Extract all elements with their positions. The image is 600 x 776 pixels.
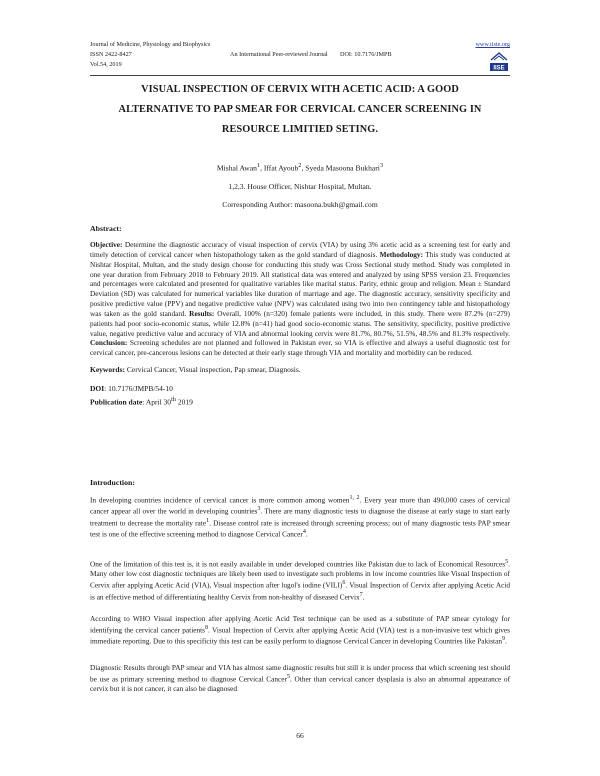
- paper-title: [90, 80, 510, 140]
- abstract-heading: Abstract:: [90, 224, 122, 233]
- pubdate-value: : April 30: [142, 397, 172, 407]
- objective-label: Objective:: [90, 240, 123, 249]
- title-line-3: RESOURCE LIMITIED SETING.: [221, 124, 379, 135]
- pubdate-year: 2019: [175, 397, 193, 407]
- intro-paragraph-1: [90, 494, 510, 539]
- title-line-2: ALTERNATIVE TO PAP SMEAR FOR CERVICAL CANCER SCREENING IN: [118, 104, 482, 115]
- doi-block: [90, 383, 510, 408]
- author-separator: ,: [260, 163, 264, 173]
- results-text: Overall, 100% (n=320) female patients were included, in this study. There were 87.2% (n=279) patients had poor socio-economic status, while 12.8% (n=41) had good socio-economic status. The sensitivity, specificity, positive predictive value, negative predictive value and accuracy of VIA and abnormal looking cervix were 81.7%, 80.7%, 51.5%, 48.5% and 81.3% respectively.: [90, 308, 510, 338]
- text-run: Diagnostic Results through PAP smear and VIA has almost same diagnostic results but still it is under process that which screening test should be use as primary screening method to diagnose Cervical Cancer: [90, 663, 510, 684]
- text-run: .: [362, 591, 365, 601]
- citation: 8: [204, 624, 209, 631]
- text-run: . Disease control rate is increased through screening process; out of many diagnostic tests PAP smear test is one of the effective screening method to diagnose Cervical Cancer: [90, 518, 511, 539]
- peer-review-note: An International Peer-reviewed Journal: [230, 51, 328, 58]
- citation: 5: [505, 559, 509, 565]
- intro-paragraph-4: [90, 663, 510, 694]
- intro-paragraph-2: [90, 558, 510, 602]
- title-line-1: VISUAL INSPECTION OF CERVIX WITH ACETIC ACID: A GOOD: [141, 84, 459, 95]
- page-number: 66: [296, 731, 304, 740]
- doi-label: DOI: [90, 384, 105, 393]
- citation: 1: [206, 517, 210, 524]
- text-run: . Every year more than 490,000 cases of cervical cancer appear all over the world in developing countries: [90, 495, 510, 516]
- author-3: Syeda Masoona Bukhari: [305, 163, 380, 173]
- citation: 5: [286, 673, 291, 680]
- author-list: [90, 160, 510, 175]
- citation: 7: [359, 591, 363, 598]
- abstract-body: [90, 240, 510, 358]
- author-3-sup: 3: [379, 162, 384, 169]
- volume: Vol.54, 2019: [90, 61, 122, 68]
- citation: 4: [302, 528, 306, 535]
- intro-paragraph-3: [90, 614, 510, 647]
- introduction-heading: Introduction:: [90, 478, 135, 487]
- citation: 9: [501, 636, 506, 643]
- keywords-text: Cervical Cancer, Visual inspection, Pap smear, Diagnosis.: [125, 365, 301, 374]
- corresponding-author: Corresponding Author: masoona.bukh@gmail.com: [222, 200, 378, 209]
- text-run: . Visual Inspection of Cervix after applying Acetic Acid (VIA) test is a non-invasive test which gives immediate reporting. Due to this specificity this test can be easily perform to diagnose Cervical Cancer in developing Countries like Pakistan: [90, 625, 510, 646]
- citation: 6: [342, 580, 346, 587]
- header-divider: [90, 75, 510, 76]
- journal-header: [90, 40, 510, 70]
- conclusion-text: Screening schedules are not planned and followed in Pakistan ever, so VIA is effective and always a useful diagnostic test for cervical cancer, pre-cancerous lesions can be detected at their early stage through VIA and mortality and morbidity can be reduced.: [90, 338, 510, 358]
- iiste-logo-icon: [488, 50, 510, 72]
- text-run: According to WHO Visual inspection after applying Acetic Acid Test technique can be used as a substitute of PAP smear cytology for identifying the cervical cancer patients: [90, 614, 510, 635]
- pubdate-label: Publication date: [90, 397, 143, 407]
- keywords-label: Keywords:: [90, 365, 125, 374]
- text-run: . Many other low cost diagnostic techniques are likely been used to investigate such problems in low income countries like Visual Inspection of Cervix after applying Acetic Acid (VIA), Visual inspection after lugol's iodine (VILI): [90, 559, 510, 590]
- affiliation: 1,2,3. House Officer, Nishtar Hospital, Multan.: [228, 182, 372, 191]
- keywords: [90, 365, 510, 374]
- methodology-text: This study was conducted at Nishtar Hospital, Multan, and the study design choose for conducting this study was Cross Sectional study method. Study was completed in one year duration from February 2018 to February 2019. All statistical data was entered and analyzed by using SPSS version 23. Frequencies and percentages were calculated and presented for qualitative variables like marital status. Parity, ethnic group and religion. Mean ± Standard Deviation (SD) was calculated for numerical variables like duration of marriage and age. The diagnostic accuracy, sensitivity specificity and positive predictive value (PPV) and negative predictive value (NPV) was calculated using two into two contingency table and histopathology was taken as the gold standard.: [90, 249, 511, 318]
- text-run: . There are many diagnostic tests to diagnose the disease at early stage to start early treatment to decrease the mortality rate: [90, 506, 510, 528]
- author-1: Mishal Awan: [216, 163, 257, 173]
- doi-value: : 10.7176/JMPB/54-10: [104, 384, 173, 393]
- text-run: .: [305, 529, 308, 539]
- pubdate-sup: th: [171, 396, 176, 403]
- citation: 3: [257, 506, 261, 513]
- citation: 1, 2: [349, 495, 360, 501]
- text-run: One of the limitation of this test is, it is not easily available in under developed countries like Pakistan due to lack of Economical Resources: [90, 559, 506, 569]
- text-run: .: [505, 636, 507, 646]
- author-1-sup: 1: [256, 162, 261, 169]
- text-run: . Other than cervical cancer dysplasia is also an abnormal appearance of cervix but it is not cancer, it can also be diagnosed: [90, 674, 511, 694]
- results-label: Results:: [189, 308, 215, 318]
- conclusion-label: Conclusion:: [90, 338, 128, 348]
- author-separator: ,: [301, 163, 306, 173]
- journal-url-link[interactable]: www.iiste.org: [475, 41, 510, 48]
- author-2-sup: 2: [298, 162, 302, 169]
- journal-doi: DOI: 10.7176/JMPB: [340, 51, 392, 58]
- issn: ISSN 2422-8427: [90, 51, 132, 58]
- methodology-label: Methodology:: [379, 249, 423, 259]
- text-run: . Visual Inspection of Cervix after applying Acetic Acid is an effective method of differentiating healthy Cervix from non-healthy of diseased Cervix: [90, 580, 510, 601]
- objective-text: Determine the diagnostic accuracy of visual inspection of cervix (VIA) by using 3% acetic acid as a screening test for early and timely detection of cervical cancer when histopathology taken as the gold standard of diagnosis.: [90, 240, 510, 259]
- text-run: In developing countries incidence of cervical cancer is more common among women: [90, 495, 350, 505]
- journal-name: Journal of Medicine, Physiology and Biophysics: [90, 41, 211, 48]
- logo-text: IISE: [493, 65, 505, 72]
- author-2: Iffat Ayoub: [263, 163, 299, 173]
